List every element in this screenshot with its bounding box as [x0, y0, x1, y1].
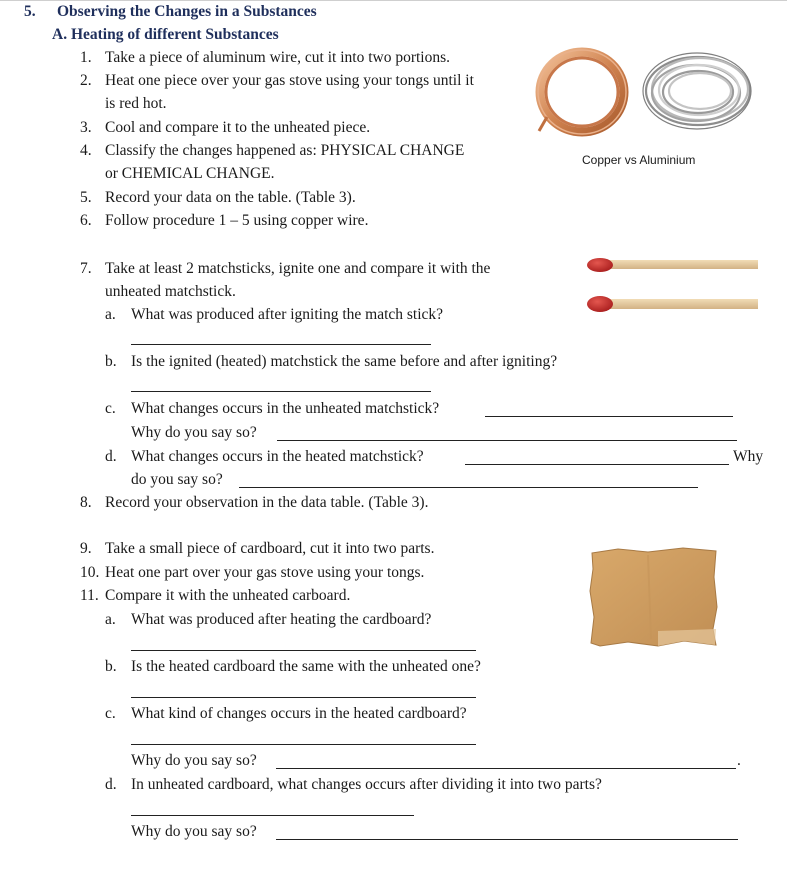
question-label: d. — [105, 776, 117, 793]
question-text: What changes occurs in the unheated matchstick? — [131, 400, 440, 417]
question-label: a. — [105, 306, 116, 323]
step-number: 6. — [80, 212, 92, 229]
section-title: Observing the Changes in a Substances — [57, 3, 317, 20]
answer-line[interactable] — [131, 744, 476, 745]
answer-line[interactable] — [131, 344, 431, 345]
section-subtitle: A. Heating of different Substances — [52, 26, 279, 43]
question-text: What changes occurs in the heated matchstick? — [131, 448, 424, 465]
step-text: Record your data on the table. (Table 3). — [105, 189, 356, 206]
step-text: Classify the changes happened as: PHYSICAL CHANGE — [105, 142, 465, 159]
question-text: What kind of changes occurs in the heated cardboard? — [131, 705, 467, 722]
question-label: a. — [105, 611, 116, 628]
question-text: Is the ignited (heated) matchstick the same before and after igniting? — [131, 353, 558, 370]
why-prompt: Why do you say so? — [131, 752, 257, 769]
why-prompt-cont: do you say so? — [131, 471, 223, 488]
step-text-cont: or CHEMICAL CHANGE. — [105, 165, 275, 182]
copper-wire-coil-icon — [535, 47, 630, 137]
step-text-cont: is red hot. — [105, 95, 167, 112]
answer-line[interactable] — [276, 839, 738, 840]
why-prompt: Why do you say so? — [131, 424, 257, 441]
answer-line[interactable] — [485, 416, 733, 417]
line-end-period: . — [737, 752, 741, 769]
answer-line[interactable] — [131, 697, 476, 698]
answer-line[interactable] — [131, 815, 414, 816]
answer-line[interactable] — [276, 768, 736, 769]
step-text: Heat one piece over your gas stove using your tongs until it — [105, 72, 474, 89]
question-text: In unheated cardboard, what changes occurs after dividing it into two parts? — [131, 776, 602, 793]
step-number: 9. — [80, 540, 92, 557]
answer-line[interactable] — [465, 464, 729, 465]
wire-caption: Copper vs Aluminium — [582, 153, 696, 167]
step-number: 5. — [80, 189, 92, 206]
aluminum-wire-coil-icon — [638, 47, 760, 135]
step-text: Record your observation in the data table. (Table 3). — [105, 494, 429, 511]
question-text: Is the heated cardboard the same with the unheated one? — [131, 658, 481, 675]
step-number: 7. — [80, 260, 92, 277]
question-text: What was produced after heating the cardboard? — [131, 611, 432, 628]
step-text: Follow procedure 1 – 5 using copper wire. — [105, 212, 369, 229]
why-prompt: Why do you say so? — [131, 823, 257, 840]
step-text: Take a piece of aluminum wire, cut it into two portions. — [105, 49, 450, 66]
page-top-rule — [0, 0, 787, 1]
answer-line[interactable] — [131, 391, 431, 392]
why-prompt: Why — [733, 448, 764, 465]
step-number: 2. — [80, 72, 92, 89]
step-number: 8. — [80, 494, 92, 511]
answer-line[interactable] — [239, 487, 698, 488]
step-text: Take at least 2 matchsticks, ignite one and compare it with the — [105, 260, 491, 277]
cardboard-piece-icon — [588, 547, 720, 649]
question-text: What was produced after igniting the match stick? — [131, 306, 444, 323]
step-text-cont: unheated matchstick. — [105, 283, 236, 300]
answer-line[interactable] — [277, 440, 737, 441]
question-label: b. — [105, 353, 117, 370]
question-label: b. — [105, 658, 117, 675]
step-text: Heat one part over your gas stove using your tongs. — [105, 564, 425, 581]
step-text: Take a small piece of cardboard, cut it into two parts. — [105, 540, 435, 557]
step-number: 3. — [80, 119, 92, 136]
question-label: c. — [105, 705, 116, 722]
step-number: 10. — [80, 564, 100, 581]
answer-line[interactable] — [131, 650, 476, 651]
step-text: Cool and compare it to the unheated piece. — [105, 119, 371, 136]
step-number: 1. — [80, 49, 92, 66]
question-label: d. — [105, 448, 117, 465]
section-number: 5. — [24, 3, 36, 20]
step-number: 11. — [80, 587, 99, 604]
matchstick-icon — [586, 256, 761, 318]
step-text: Compare it with the unheated carboard. — [105, 587, 351, 604]
step-number: 4. — [80, 142, 92, 159]
question-label: c. — [105, 400, 116, 417]
